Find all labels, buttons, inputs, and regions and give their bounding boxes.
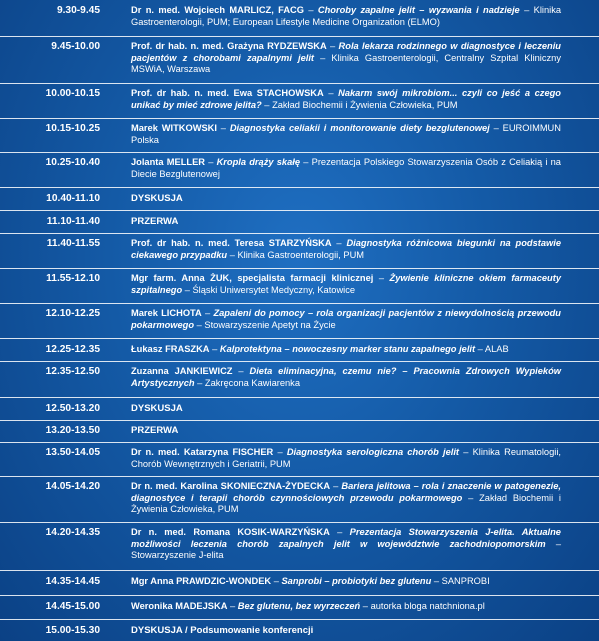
talk-title: Żywienie kliniczne okiem farmaceuty szpitalnego: [131, 273, 561, 295]
session-text: Jolanta MELLER – Kropla drąży skałę – Prezentacja Polskiego Stowarzyszenia Osób z Celiakią i na Diecie Bezglutenowej: [131, 157, 561, 179]
session-text: Prof. dr hab. n. med. Ewa STACHOWSKA – Nakarm swój mikrobiom... czyli co jeść a czego unikać by mieć zdrowe jelita? – Zakład Biochemii i Żywienia Człowieka, PUM: [131, 88, 561, 110]
talk-title: Bariera jelitowa – rola i znaczenie w patogenezie, diagnostyce i terapii chorób czynnościowych przewodu pokarmowego: [131, 481, 562, 503]
session-text: Mgr Anna PRAWDZIC-WONDEK – Sanprobi – probiotyki bez glutenu – SANPROBI: [131, 576, 490, 586]
agenda-row: [0, 397, 599, 421]
session-text: Marek WITKOWSKI – Diagnostyka celiakii i monitorowanie diety bezglutenowej – EUROIMMUN Polska: [131, 123, 561, 145]
speaker-name: Dr n. med. Wojciech MARLICZ, FACG: [131, 5, 304, 15]
session-time: 10.40-11.10: [46, 193, 100, 204]
session-text: Dr n. med. Wojciech MARLICZ, FACG – Choroby zapalne jelit – wyzwania i nadzieje – Klinika Gastroenterologii, PUM; European Lifestyle Medicine Organization (ELMO): [131, 5, 562, 27]
speaker-name: Marek LICHOTA: [131, 308, 202, 318]
session-time: 9.30-9.45: [56, 5, 100, 16]
session-text: Dr n. med. Karolina SKONIECZNA-ŻYDECKA – Bariera jelitowa – rola i znaczenie w patogenezie, diagnostyce i terapii chorób czynnościowych przewodu pokarmowego – Zakład Biochemii i Żywienia Człowieka, PUM: [131, 481, 562, 515]
speaker-name: Weronika MADEJSKA: [131, 601, 228, 611]
affiliation: autorka bloga natchniona.pl: [370, 601, 485, 611]
session-time: 11.40-11.55: [46, 238, 100, 249]
talk-title: Diagnostyka różnicowa biegunki na podstawie ciekawego przypadku: [131, 238, 561, 260]
affiliation: Klinika Reumatologii, Chorób Wewnętrznych i Geriatrii, PUM: [131, 447, 561, 469]
agenda-row: [0, 233, 599, 269]
talk-title: Diagnostyka celiakii i monitorowanie diety bezglutenowej: [229, 123, 490, 133]
speaker-name: Jolanta MELLER: [131, 157, 205, 167]
agenda-row: [0, 522, 599, 571]
agenda-row: [0, 187, 599, 211]
talk-title: Diagnostyka serologiczna chorób jelit: [286, 447, 460, 457]
talk-title: Nakarm swój mikrobiom... czyli co jeść a czego unikać by mieć zdrowe jelita?: [131, 88, 561, 110]
session-text: Marek LICHOTA – Zapaleni do pomocy – rola organizacji pacjentów z niewydolnością przewodu pokarmowego – Stowarzyszenie Apetyt na Życie: [131, 308, 561, 330]
speaker-name: Zuzanna JANKIEWICZ: [131, 366, 233, 376]
session-time: 14.45-15.00: [45, 601, 100, 612]
agenda-row: [0, 83, 599, 119]
session-time: 11.10-11.40: [46, 216, 100, 227]
session-time: 14.35-14.45: [45, 576, 100, 587]
speaker-name: Dr n. med. Romana KOSIK-WARZYŃSKA: [131, 527, 330, 537]
session-text: Mgr farm. Anna ŻUK, specjalista farmacji klinicznej – Żywienie kliniczne okiem farmaceuty szpitalnego – Śląski Uniwersytet Medyczny, Katowice: [131, 273, 561, 295]
agenda-row: [0, 476, 599, 523]
agenda-row: [0, 420, 599, 443]
session-time: 12.10-12.25: [45, 308, 100, 319]
session-time: 12.25-12.35: [45, 344, 100, 355]
speaker-name: Dr n. med. Katarzyna FISCHER: [131, 447, 274, 457]
speaker-name: Prof. dr hab. n. med. Ewa STACHOWSKA: [131, 88, 324, 98]
talk-title: Rola lekarza rodzinnego w diagnostyce i leczeniu pacjentów z chorobami zapalnymi jelit: [131, 41, 561, 63]
affiliation: Klinika Gastroenterologii, Centralny Szpital Kliniczny MSWiA, Warszawa: [131, 52, 561, 75]
session-time: 10.15-10.25: [45, 123, 100, 134]
session-time: 13.20-13.50: [45, 425, 100, 436]
session-text: Prof. dr hab. n. med. Grażyna RYDZEWSKA – Rola lekarza rodzinnego w diagnostyce i leczeniu pacjentów z chorobami zapalnymi jelit – Klinika Gastroenterologii, Centralny Szpital Kliniczny MSWiA, Warszawa: [131, 41, 561, 75]
session-time: 9.45-10.00: [51, 41, 100, 52]
agenda-row: [0, 442, 599, 477]
session-time: 12.35-12.50: [45, 366, 100, 377]
speaker-name: Prof. dr hab. n. med. Grażyna RYDZEWSKA: [131, 41, 327, 51]
session-label: DYSKUSJA / Podsumowanie konferencji: [131, 625, 314, 636]
affiliation: Śląski Uniwersytet Medyczny, Katowice: [192, 284, 356, 295]
session-time: 13.50-14.05: [45, 447, 100, 458]
affiliation: Zakład Biochemii i Żywienia Człowieka, PUM: [131, 492, 561, 515]
session-text: Dr n. med. Romana KOSIK-WARZYŃSKA – Prezentacja Stowarzyszenia J-elita. Aktualne możliwości leczenia chorób zapalnych jelit w województwie zachodniopomorskim – Stowarzyszenie J-elita: [131, 527, 561, 561]
affiliation: Klinika Gastroenterologii, PUM; European Lifestyle Medicine Organization (ELMO): [131, 5, 562, 27]
talk-title: Zapaleni do pomocy – rola organizacji pacjentów z niewydolnością przewodu pokarmowego: [131, 308, 561, 330]
session-text: Łukasz FRASZKA – Kalprotektyna – nowoczesny marker stanu zapalnego jelit – ALAB: [131, 344, 509, 354]
session-text: Dr n. med. Katarzyna FISCHER – Diagnostyka serologiczna chorób jelit – Klinika Reumatologii, Chorób Wewnętrznych i Geriatrii, PUM: [131, 447, 561, 469]
talk-title: Kalprotektyna – nowoczesny marker stanu zapalnego jelit: [219, 344, 476, 354]
session-time: 10.25-10.40: [45, 157, 100, 168]
session-time: 10.00-10.15: [45, 88, 100, 99]
talk-title: Sanprobi – probiotyki bez glutenu: [281, 576, 432, 586]
agenda-row: [0, 361, 599, 398]
session-label: DYSKUSJA: [131, 403, 183, 414]
talk-title: Prezentacja Stowarzyszenia J-elita. Aktualne możliwości leczenia chorób zapalnych jelit w województwie zachodniopomorskim: [131, 527, 561, 549]
affiliation: Zakład Biochemii i Żywienia Człowieka, PUM: [272, 99, 458, 110]
affiliation: Stowarzyszenie Apetyt na Życie: [204, 319, 336, 330]
talk-title: Kropla drąży skałę: [216, 157, 301, 167]
session-text: Zuzanna JANKIEWICZ – Dieta eliminacyjna, czemu nie? – Pracownia Zdrowych Wypieków Artystycznych – Zakręcona Kawiarenka: [131, 366, 561, 388]
agenda-row: [0, 0, 599, 37]
session-time: 11.55-12.10: [46, 273, 100, 284]
session-label: DYSKUSJA: [131, 193, 183, 204]
agenda-row: [0, 303, 599, 339]
agenda-row: [0, 570, 599, 596]
session-text: Weronika MADEJSKA – Bez glutenu, bez wyrzeczeń – autorka bloga natchniona.pl: [131, 601, 485, 611]
speaker-name: Prof. dr hab. n. med. Teresa STARZYŃSKA: [131, 238, 332, 248]
affiliation: Zakręcona Kawiarenka: [204, 377, 300, 388]
agenda-row: [0, 152, 599, 188]
agenda-row: [0, 118, 599, 153]
affiliation: SANPROBI: [441, 576, 490, 586]
speaker-name: Mgr Anna PRAWDZIC-WONDEK: [131, 576, 272, 586]
speaker-name: Dr n. med. Karolina SKONIECZNA-ŻYDECKA: [131, 481, 331, 491]
affiliation: Prezentacja Polskiego Stowarzyszenia Osób z Celiakią i na Diecie Bezglutenowej: [131, 157, 561, 179]
session-time: 12.50-13.20: [45, 403, 100, 414]
agenda-row: [0, 338, 599, 362]
talk-title: Choroby zapalne jelit – wyzwania i nadzieje: [317, 5, 520, 15]
affiliation: Stowarzyszenie J-elita: [131, 550, 224, 561]
affiliation: EUROIMMUN Polska: [131, 123, 561, 145]
speaker-name: Mgr farm. Anna ŻUK, specjalista farmacji klinicznej: [131, 273, 374, 283]
affiliation: ALAB: [484, 344, 509, 354]
agenda-row: [0, 619, 599, 640]
agenda-row: [0, 268, 599, 304]
session-time: 14.05-14.20: [45, 481, 100, 492]
session-time: 15.00-15.30: [45, 625, 100, 636]
agenda-row: [0, 595, 599, 620]
speaker-name: Marek WITKOWSKI: [131, 123, 217, 133]
agenda-row: [0, 210, 599, 234]
talk-title: Bez glutenu, bez wyrzeczeń: [237, 601, 361, 611]
session-text: Prof. dr hab. n. med. Teresa STARZYŃSKA – Diagnostyka różnicowa biegunki na podstawie ciekawego przypadku – Klinika Gastroenterologii, PUM: [131, 238, 561, 260]
session-label: PRZERWA: [131, 216, 179, 227]
affiliation: Klinika Gastroenterologii, PUM: [237, 249, 365, 260]
session-time: 14.20-14.35: [45, 527, 100, 538]
talk-title: Dieta eliminacyjna, czemu nie? – Pracownia Zdrowych Wypieków Artystycznych: [131, 366, 561, 388]
speaker-name: Łukasz FRASZKA: [131, 344, 210, 354]
session-label: PRZERWA: [131, 425, 179, 436]
agenda-row: [0, 36, 599, 84]
